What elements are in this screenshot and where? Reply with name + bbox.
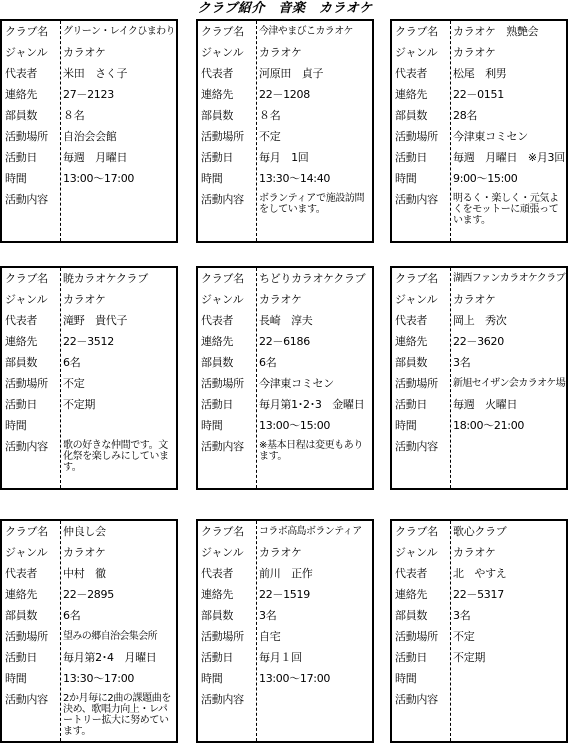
- field-value-contact: 22－0151: [453, 88, 504, 101]
- field-label-rep: 代表者: [201, 567, 234, 580]
- field-value-members: 28名: [453, 109, 478, 122]
- field-label-contact: 連絡先: [5, 88, 38, 101]
- field-value-place: 不定: [259, 130, 281, 143]
- club-card: [390, 519, 568, 743]
- field-label-contact: 連絡先: [5, 588, 38, 601]
- field-label-genre: ジャンル: [201, 293, 244, 306]
- field-label-content: 活動内容: [201, 693, 244, 706]
- field-label-contact: 連絡先: [5, 335, 38, 348]
- field-value-rep: 中村 徹: [63, 567, 106, 580]
- field-value-rep: 前川 正作: [259, 567, 313, 580]
- field-value-content: ※基本日程は変更もあります。: [259, 440, 363, 462]
- club-card: [196, 19, 374, 243]
- field-label-genre: ジャンル: [5, 293, 48, 306]
- field-value-time: 13:30～14:40: [259, 172, 331, 185]
- field-label-time: 時間: [201, 172, 223, 185]
- field-label-club: クラブ名: [395, 525, 438, 538]
- club-card: [0, 519, 178, 743]
- field-label-club: クラブ名: [201, 525, 244, 538]
- field-value-genre: カラオケ: [259, 46, 302, 59]
- field-label-content: 活動内容: [395, 193, 438, 206]
- field-value-day: 毎月第2･4 月曜日: [63, 651, 157, 664]
- field-label-club: クラブ名: [201, 272, 244, 285]
- field-value-members: 6名: [259, 356, 277, 369]
- field-label-contact: 連絡先: [395, 588, 428, 601]
- field-label-club: クラブ名: [5, 272, 48, 285]
- field-value-club: 暁カラオケクラブ: [63, 272, 148, 285]
- club-card: [196, 519, 374, 743]
- field-label-place: 活動場所: [395, 130, 438, 143]
- club-card: [390, 19, 568, 243]
- field-label-time: 時間: [5, 172, 27, 185]
- field-label-rep: 代表者: [395, 314, 428, 327]
- field-value-rep: 河原田 貞子: [259, 67, 324, 80]
- field-value-time: 18:00～21:00: [453, 419, 525, 432]
- field-value-members: ８名: [259, 109, 281, 122]
- field-value-members: 6名: [63, 609, 81, 622]
- field-value-genre: カラオケ: [63, 293, 106, 306]
- field-label-genre: ジャンル: [5, 546, 48, 559]
- field-value-club: 今津やまびこカラオケ: [259, 26, 353, 37]
- field-label-time: 時間: [395, 419, 417, 432]
- field-value-place: 自治会会館: [63, 130, 117, 143]
- field-value-rep: 松尾 利男: [453, 67, 507, 80]
- field-value-club: ちどりカラオケクラブ: [259, 272, 366, 285]
- field-label-day: 活動日: [201, 398, 234, 411]
- field-label-members: 部員数: [201, 609, 234, 622]
- field-value-contact: 22－6186: [259, 335, 310, 348]
- field-label-club: クラブ名: [395, 272, 438, 285]
- field-value-rep: 滝野 貴代子: [63, 314, 128, 327]
- field-label-rep: 代表者: [5, 567, 38, 580]
- field-value-day: 不定期: [63, 398, 96, 411]
- field-label-place: 活動場所: [201, 630, 244, 643]
- club-card: [196, 266, 374, 490]
- field-label-members: 部員数: [201, 109, 234, 122]
- field-value-genre: カラオケ: [259, 546, 302, 559]
- field-label-time: 時間: [201, 672, 223, 685]
- field-label-members: 部員数: [5, 609, 38, 622]
- field-value-place: 今津東コミセン: [259, 377, 334, 390]
- field-value-place: 不定: [453, 630, 475, 643]
- field-label-genre: ジャンル: [395, 293, 438, 306]
- field-value-club: 湖西ファンカラオケクラブ: [453, 273, 565, 284]
- field-label-time: 時間: [5, 672, 27, 685]
- field-value-place: 自宅: [259, 630, 281, 643]
- field-value-members: 6名: [63, 356, 81, 369]
- field-label-content: 活動内容: [395, 693, 438, 706]
- field-value-club: カラオケ 熟艶会: [453, 25, 539, 38]
- field-label-content: 活動内容: [5, 193, 48, 206]
- field-value-genre: カラオケ: [453, 46, 496, 59]
- field-label-contact: 連絡先: [395, 335, 428, 348]
- field-value-contact: 22－3620: [453, 335, 504, 348]
- field-value-time: 13:30～17:00: [63, 672, 135, 685]
- field-value-members: 3名: [259, 609, 277, 622]
- field-value-club: 歌心クラブ: [453, 525, 507, 538]
- field-label-day: 活動日: [395, 651, 428, 664]
- field-value-genre: カラオケ: [453, 293, 496, 306]
- field-value-genre: カラオケ: [63, 46, 106, 59]
- field-value-content: 明るく・楽しく・元気よくをモットーに頑張っています。: [453, 193, 559, 226]
- field-label-content: 活動内容: [201, 440, 244, 453]
- field-label-rep: 代表者: [395, 67, 428, 80]
- field-value-place: 不定: [63, 377, 85, 390]
- field-label-contact: 連絡先: [201, 88, 234, 101]
- field-label-members: 部員数: [395, 356, 428, 369]
- field-value-rep: 長崎 淳夫: [259, 314, 313, 327]
- field-label-day: 活動日: [201, 151, 234, 164]
- field-value-club: コラボ高島ボランティア: [259, 526, 362, 537]
- field-label-club: クラブ名: [395, 25, 438, 38]
- field-label-club: クラブ名: [5, 25, 48, 38]
- field-value-day: 毎週 月曜日 ※月3回: [453, 151, 565, 164]
- field-value-day: 毎週 火曜日: [453, 398, 518, 411]
- field-label-place: 活動場所: [395, 377, 438, 390]
- field-value-content: 2か月毎に2曲の課題曲を決め、歌唱力向上・レパートリー拡大に努めています。: [63, 693, 171, 737]
- page-title: クラブ紹介 音楽 カラオケ: [197, 1, 373, 16]
- field-label-content: 活動内容: [5, 693, 48, 706]
- field-value-members: 3名: [453, 609, 471, 622]
- field-label-members: 部員数: [5, 356, 38, 369]
- field-label-genre: ジャンル: [201, 546, 244, 559]
- field-label-members: 部員数: [5, 109, 38, 122]
- field-value-rep: 北 やすえ: [453, 567, 507, 580]
- field-label-contact: 連絡先: [395, 88, 428, 101]
- field-label-place: 活動場所: [5, 377, 48, 390]
- field-value-day: 毎月第1･2･3 金曜日: [259, 398, 365, 411]
- field-label-place: 活動場所: [201, 130, 244, 143]
- field-label-day: 活動日: [5, 651, 38, 664]
- field-label-day: 活動日: [5, 151, 38, 164]
- field-value-genre: カラオケ: [453, 546, 496, 559]
- field-label-rep: 代表者: [5, 314, 38, 327]
- field-value-genre: カラオケ: [259, 293, 302, 306]
- field-label-contact: 連絡先: [201, 335, 234, 348]
- field-label-rep: 代表者: [5, 67, 38, 80]
- field-value-contact: 22－3512: [63, 335, 114, 348]
- field-value-club: 仲良し会: [63, 525, 106, 538]
- field-label-content: 活動内容: [395, 440, 438, 453]
- field-label-members: 部員数: [201, 356, 234, 369]
- field-label-genre: ジャンル: [5, 46, 48, 59]
- field-label-genre: ジャンル: [201, 46, 244, 59]
- field-value-day: 不定期: [453, 651, 486, 664]
- field-value-club: グリーン・レイクひまわり: [63, 26, 175, 37]
- field-label-time: 時間: [395, 172, 417, 185]
- field-label-place: 活動場所: [5, 130, 48, 143]
- field-label-day: 活動日: [395, 398, 428, 411]
- field-value-place: 望みの郷自治会集会所: [63, 631, 157, 642]
- field-value-members: 3名: [453, 356, 471, 369]
- field-value-contact: 22－2895: [63, 588, 114, 601]
- field-value-place: 新旭セイザン会カラオケ場: [453, 378, 566, 389]
- field-label-rep: 代表者: [201, 314, 234, 327]
- field-value-content: ボランティアで施設訪問をしています。: [259, 193, 365, 215]
- field-label-content: 活動内容: [201, 193, 244, 206]
- field-label-place: 活動場所: [5, 630, 48, 643]
- field-label-club: クラブ名: [201, 25, 244, 38]
- field-label-day: 活動日: [395, 151, 428, 164]
- field-value-place: 今津東コミセン: [453, 130, 528, 143]
- field-label-rep: 代表者: [201, 67, 234, 80]
- field-value-time: 13:00～17:00: [63, 172, 135, 185]
- field-value-time: 9:00～15:00: [453, 172, 518, 185]
- field-label-time: 時間: [395, 672, 417, 685]
- field-label-club: クラブ名: [5, 525, 48, 538]
- field-value-day: 毎月 1回: [259, 151, 309, 164]
- field-label-genre: ジャンル: [395, 46, 438, 59]
- field-label-day: 活動日: [201, 651, 234, 664]
- field-value-day: 毎週 月曜日: [63, 151, 128, 164]
- club-card: [390, 266, 568, 490]
- field-value-rep: 米田 さく子: [63, 67, 128, 80]
- field-label-members: 部員数: [395, 109, 428, 122]
- club-card: [0, 19, 178, 243]
- field-value-contact: 27－2123: [63, 88, 114, 101]
- field-label-time: 時間: [201, 419, 223, 432]
- field-label-genre: ジャンル: [395, 546, 438, 559]
- field-label-members: 部員数: [395, 609, 428, 622]
- field-value-contact: 22－1208: [259, 88, 310, 101]
- field-value-day: 毎月１回: [259, 651, 302, 664]
- field-label-content: 活動内容: [5, 440, 48, 453]
- field-value-contact: 22－1519: [259, 588, 310, 601]
- field-value-time: 13:00～17:00: [259, 672, 331, 685]
- club-card: [0, 266, 178, 490]
- field-label-rep: 代表者: [395, 567, 428, 580]
- field-label-place: 活動場所: [395, 630, 438, 643]
- field-value-time: 13:00～15:00: [259, 419, 331, 432]
- field-label-day: 活動日: [5, 398, 38, 411]
- field-value-contact: 22－5317: [453, 588, 504, 601]
- field-label-place: 活動場所: [201, 377, 244, 390]
- field-value-members: ８名: [63, 109, 85, 122]
- field-label-contact: 連絡先: [201, 588, 234, 601]
- field-value-content: 歌の好きな仲間です。文化祭を楽しみにしています。: [63, 440, 169, 473]
- field-value-genre: カラオケ: [63, 546, 106, 559]
- field-value-rep: 岡上 秀次: [453, 314, 507, 327]
- field-label-time: 時間: [5, 419, 27, 432]
